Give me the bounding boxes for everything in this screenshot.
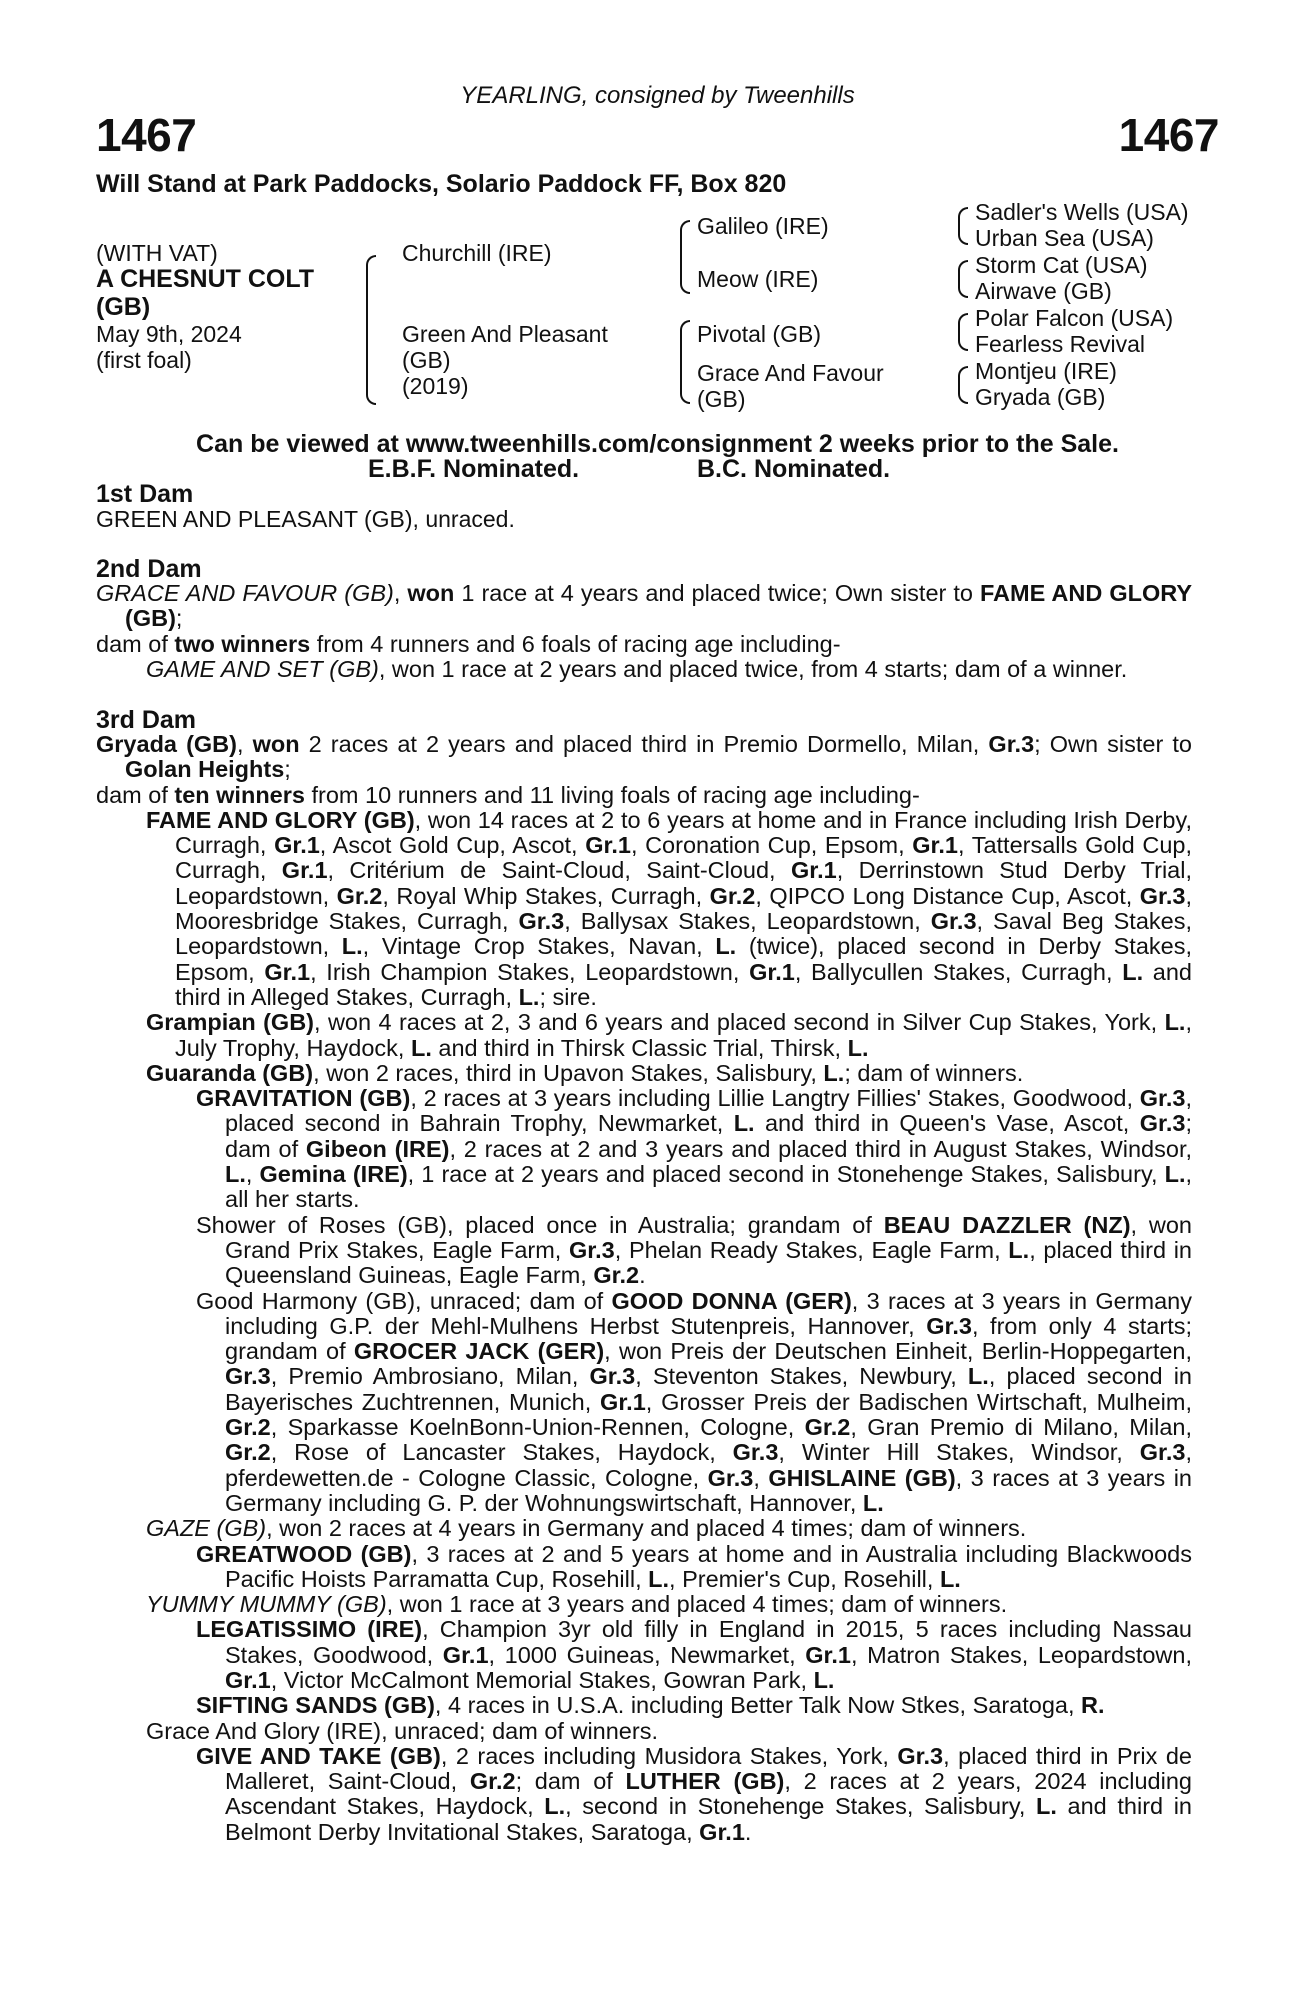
pedigree-dam-country: (GB) [402, 347, 451, 373]
pedigree-paragraph [96, 1744, 1192, 1845]
bold-text: FAME AND GLORY (GB) [146, 806, 415, 833]
text-run: , placed third in Queensland Guineas, Eagle Farm, [225, 1236, 1193, 1289]
text-run: , Critérium de Saint-Cloud, Saint-Cloud, [327, 857, 791, 884]
bold-text: BEAU DAZZLER (NZ) [883, 1211, 1131, 1238]
italic-text: GRACE AND FAVOUR (GB) [96, 580, 394, 606]
text-run: , [393, 580, 408, 606]
text-run: , won 14 races at 2 to 6 years at home and in France including Irish Derby, Curragh, [175, 806, 1192, 859]
text-run: , won 2 races, third in Upavon Stakes, Salisbury, [313, 1059, 824, 1086]
pedigree-brace [366, 255, 376, 405]
text-run: , July Trophy, Haydock, [175, 1009, 1192, 1061]
bold-text: L. [1122, 958, 1144, 985]
pedigree-paragraph [96, 1010, 1192, 1061]
pedigree-brace [680, 320, 690, 404]
pedigree-gen3: Polar Falcon (USA) [975, 305, 1174, 331]
vat-label: (WITH VAT) [96, 240, 218, 266]
text-run: , Grosser Preis der Badischen Wirtschaft, Mulheim, [645, 1388, 1192, 1415]
text-run: , Gran Premio di Milano, Milan, [850, 1414, 1192, 1441]
bold-text: Gr.3 [518, 908, 565, 935]
text-run: , [236, 731, 253, 757]
pedigree-paragraph [96, 657, 1192, 682]
bold-text: L. [939, 1565, 961, 1592]
text-run: and third in Queen's Vase, Ascot, [754, 1110, 1140, 1137]
pedigree-dam-sire: Pivotal (GB) [697, 321, 821, 347]
bold-text: won [252, 731, 300, 757]
text-run: , [753, 1464, 769, 1491]
bold-text: LUTHER (GB) [625, 1768, 785, 1795]
text-run: , Saval Beg Stakes, Leopardstown, [175, 908, 1193, 960]
text-run: from 4 runners and 6 foals of racing age including- [310, 630, 841, 657]
text-run: 2 races at 2 years and placed third in Premio Dormello, Milan, [299, 731, 989, 757]
bold-text: Gemina (IRE) [259, 1161, 408, 1188]
header-title: YEARLING, consigned by Tweenhills [460, 82, 855, 109]
bold-text: won [407, 580, 455, 606]
bold-text: Gr.2 [804, 1414, 851, 1441]
second-dam-heading: 2nd Dam [96, 555, 202, 583]
text-run: , placed second in Bahrain Trophy, Newmarket, [225, 1085, 1192, 1137]
bold-text: LEGATISSIMO (IRE) [196, 1616, 423, 1643]
viewing-notice: Can be viewed at www.tweenhills.com/consignment 2 weeks prior to the Sale. [196, 430, 1119, 458]
text-run: . [744, 1818, 752, 1845]
bold-text: GIVE AND TAKE (GB) [196, 1742, 441, 1769]
bold-text: L. [1008, 1236, 1030, 1263]
text-run: , Steventon Stakes, Newbury, [635, 1363, 968, 1390]
bold-text: L. [518, 983, 540, 1010]
italic-text: GAME AND SET (GB) [146, 655, 379, 682]
pedigree-paragraph [96, 1516, 1192, 1541]
bold-text: Gr.3 [1139, 1085, 1186, 1112]
text-run: , Derrinstown Stud Derby Trial, Leopardstown, [175, 857, 1192, 909]
pedigree-paragraph [96, 1289, 1192, 1517]
bold-text: L. [1164, 1161, 1186, 1188]
text-run: , won Preis der Deutschen Einheit, Berlin-Hoppegarten, [604, 1338, 1193, 1365]
bold-text: L. [847, 1034, 869, 1061]
text-run: , placed third in Prix de Malleret, Saint-Cloud, [225, 1742, 1192, 1795]
bold-text: L. [813, 1666, 835, 1693]
pedigree-dam-dam: Grace And Favour [697, 360, 884, 386]
text-run: , 1000 Guineas, Newmarket, [488, 1641, 806, 1668]
text-run: , QIPCO Long Distance Cup, Ascot, [755, 882, 1140, 909]
pedigree-gen3: Urban Sea (USA) [975, 225, 1154, 251]
bold-text: Gr.1 [442, 1641, 489, 1668]
text-run: , Matron Stakes, Leopardstown, [850, 1641, 1192, 1668]
bold-text: Gr.1 [912, 832, 958, 859]
text-run: ; sire. [539, 983, 597, 1010]
horse-name-country: (GB) [96, 293, 151, 321]
third-dam-heading: 3rd Dam [96, 706, 197, 734]
bold-text: L. [1164, 1009, 1186, 1036]
text-run: ; [284, 756, 291, 783]
bold-text: GREATWOOD (GB) [196, 1540, 412, 1567]
bold-text: L. [967, 1363, 989, 1390]
text-run: . [639, 1262, 646, 1289]
text-run: and third in Thirsk Classic Trial, Thirsk, [431, 1034, 848, 1061]
text-run: , Tattersalls Gold Cup, Curragh, [175, 832, 1193, 884]
stand-location: Will Stand at Park Paddocks, Solario Paddock FF, Box 820 [96, 170, 787, 198]
text-run: , won 4 races at 2, 3 and 6 years and placed second in Silver Cup Stakes, York, [314, 1009, 1165, 1036]
pedigree-sire-sire: Galileo (IRE) [697, 213, 829, 239]
text-run: , won 2 races at 4 years in Germany and placed 4 times; dam of winners. [266, 1515, 1027, 1542]
text-run: Shower of Roses (GB), placed once in Australia; grandam of [196, 1211, 884, 1238]
text-run: and third in Belmont Derby Invitational Stakes, Saratoga, [225, 1793, 1192, 1845]
pedigree-paragraph [96, 1086, 1192, 1212]
pedigree-sire: Churchill (IRE) [402, 240, 552, 266]
bold-text: L. [225, 1161, 246, 1188]
bold-text: Gr.3 [1139, 1110, 1186, 1137]
text-run: dam of [96, 630, 175, 657]
text-run: , Sparkasse KoelnBonn-Union-Rennen, Cologne, [270, 1414, 805, 1441]
bold-text: Gr.3 [930, 908, 977, 935]
bold-text: R. [1081, 1692, 1105, 1719]
text-run: ; dam of winners. [844, 1059, 1024, 1086]
pedigree-dam: Green And Pleasant [402, 321, 608, 347]
bold-text: L. [715, 933, 737, 960]
pedigree-paragraph [96, 581, 1192, 632]
foaling-date: May 9th, 2024 [96, 321, 242, 347]
text-run: , Phelan Ready Stakes, Eagle Farm, [614, 1236, 1009, 1263]
pedigree-gen3: Sadler's Wells (USA) [975, 199, 1189, 225]
text-run: , 2 races at 3 years including Lillie Langtry Fillies' Stakes, Goodwood, [410, 1085, 1140, 1112]
text-run: from 10 runners and 11 living foals of racing age including- [304, 781, 920, 808]
third-dam-body [96, 732, 1192, 1845]
bold-text: L. [862, 1489, 884, 1516]
bold-text: Gr.1 [805, 1641, 851, 1668]
italic-text: GAZE (GB) [146, 1515, 267, 1542]
pedigree-gen3: Montjeu (IRE) [975, 358, 1117, 384]
foal-note: (first foal) [96, 347, 192, 373]
bold-text: Gr.2 [225, 1439, 271, 1466]
bold-text: Gr.1 [225, 1666, 271, 1693]
bold-text: Gryada (GB) [96, 731, 237, 757]
bold-text: Gr.3 [589, 1363, 636, 1390]
text-run: , 3 races at 3 years in Germany including G. P. der Wohnungswirtschaft, Hannover, [225, 1464, 1192, 1516]
bold-text: Gr.1 [790, 857, 837, 884]
pedigree-dam-dam-country: (GB) [697, 386, 746, 412]
pedigree-paragraph [96, 783, 1192, 808]
text-run: Good Harmony (GB), unraced; dam of [196, 1287, 612, 1314]
bold-text: Gr.3 [988, 731, 1035, 757]
text-run: , pferdewetten.de - Cologne Classic, Cologne, [225, 1439, 1192, 1491]
bc-nominated: B.C. Nominated. [697, 455, 891, 483]
bold-text: two winners [174, 630, 311, 657]
bold-text: Gr.1 [274, 832, 320, 859]
horse-name: A CHESNUT COLT [96, 265, 315, 293]
bold-text: Gr.3 [225, 1363, 271, 1390]
bold-text: L. [1036, 1793, 1057, 1820]
lot-number-right: 1467 [1118, 109, 1219, 161]
pedigree-paragraph [96, 1617, 1192, 1693]
text-run: , 2 races including Musidora Stakes, York, [440, 1742, 898, 1769]
bold-text: ten winners [174, 781, 305, 808]
text-run: ; Own sister to [1034, 731, 1192, 757]
text-run: , Champion 3yr old filly in England in 2015, 5 races including Nassau Stakes, Goodwood, [225, 1616, 1192, 1668]
text-run: , Ascot Gold Cup, Ascot, [319, 832, 586, 859]
text-run: , Premio Ambrosiano, Milan, [270, 1363, 590, 1390]
text-run: , Ballycullen Stakes, Curragh, [794, 958, 1123, 985]
bold-text: FAME AND GLORY (GB) [125, 580, 1193, 632]
bold-text: L. [410, 1034, 432, 1061]
bold-text: Gr.2 [593, 1262, 640, 1289]
text-run: , Coronation Cup, Epsom, [630, 832, 913, 859]
text-run: , won 1 race at 3 years and placed 4 times; dam of winners. [386, 1591, 1008, 1618]
pedigree-paragraph [96, 1061, 1192, 1086]
text-run: 1 race at 4 years and placed twice; Own sister to [454, 580, 980, 606]
bold-text: Guaranda (GB) [146, 1059, 314, 1086]
text-run: , Irish Champion Stakes, Leopardstown, [310, 958, 750, 985]
pedigree-paragraph [96, 1542, 1192, 1593]
bold-text: GROCER JACK (GER) [353, 1338, 605, 1365]
bold-text: Gr.1 [699, 1818, 745, 1845]
bold-text: Gibeon (IRE) [305, 1135, 450, 1162]
bold-text: Gr.2 [709, 882, 756, 909]
bold-text: Gr.3 [569, 1236, 615, 1263]
bold-text: SIFTING SANDS (GB) [196, 1692, 435, 1719]
text-run: and third in Alleged Stakes, Curragh, [175, 958, 1192, 1010]
text-run: Grace And Glory (IRE), unraced; dam of winners. [146, 1717, 658, 1744]
pedigree-gen3: Airwave (GB) [975, 278, 1112, 304]
pedigree-gen3: Fearless Revival [975, 331, 1145, 357]
bold-text: L. [733, 1110, 755, 1137]
pedigree-paragraph [96, 1592, 1192, 1617]
text-run: (twice), placed second in Derby Stakes, Epsom, [175, 933, 1192, 985]
pedigree-paragraph [96, 808, 1192, 1010]
text-run: , Victor McCalmont Memorial Stakes, Gowran Park, [270, 1666, 814, 1693]
bold-text: L. [544, 1793, 566, 1820]
text-run: , 2 races at 2 years, 2024 including Ascendant Stakes, Haydock, [225, 1768, 1192, 1820]
lot-number-left: 1467 [96, 109, 197, 161]
pedigree-sire-dam: Meow (IRE) [697, 266, 819, 292]
pedigree-gen3: Gryada (GB) [975, 384, 1106, 410]
bold-text: GHISLAINE (GB) [768, 1464, 956, 1491]
bold-text: GOOD DONNA (GER) [611, 1287, 852, 1314]
bold-text: Gr.1 [600, 1388, 646, 1415]
bold-text: Gr.1 [281, 857, 328, 884]
text-run: , 2 races at 2 and 3 years and placed third in August Stakes, Windsor, [449, 1135, 1193, 1162]
text-run: , Rose of Lancaster Stakes, Haydock, [270, 1439, 733, 1466]
text-run: , placed second in Bayerisches Zuchtrennen, Munich, [225, 1363, 1193, 1415]
bold-text: Gr.3 [897, 1742, 944, 1769]
bold-text: Gr.3 [1139, 882, 1186, 909]
italic-text: YUMMY MUMMY (GB) [146, 1591, 387, 1618]
text-run: , [245, 1161, 260, 1188]
bold-text: Gr.3 [926, 1312, 972, 1339]
bold-text: Golan Heights [125, 756, 285, 783]
pedigree-paragraph [96, 632, 1192, 657]
text-run: , 1 race at 2 years and placed second in Stonehenge Stakes, Salisbury, [407, 1161, 1165, 1188]
pedigree-paragraph [96, 1693, 1192, 1718]
text-run: ; dam of [515, 1768, 626, 1795]
text-run: , 3 races at 3 years in Germany including G.P. der Mehl-Mulhens Herbst Stutenpreis, Hannover, [225, 1287, 1192, 1339]
bold-text: GRAVITATION (GB) [196, 1085, 411, 1112]
pedigree-dam-year: (2019) [402, 373, 469, 399]
text-run: , Winter Hill Stakes, Windsor, [778, 1439, 1140, 1466]
bold-text: Gr.3 [707, 1464, 754, 1491]
bold-text: Gr.3 [1139, 1439, 1186, 1466]
bold-text: Gr.1 [749, 958, 795, 985]
bold-text: Gr.1 [264, 958, 311, 985]
bold-text: L. [648, 1565, 670, 1592]
text-run: , Vintage Crop Stakes, Navan, [362, 933, 716, 960]
text-run: ; dam of [225, 1110, 1192, 1162]
pedigree-brace [680, 220, 690, 294]
pedigree-brace [958, 366, 968, 404]
first-dam-text: GREEN AND PLEASANT (GB), unraced. [96, 506, 515, 532]
bold-text: Grampian (GB) [146, 1009, 315, 1036]
text-run: , all her starts. [225, 1161, 1193, 1213]
second-dam-body [96, 581, 1192, 682]
text-run: , from only 4 starts; grandam of [225, 1312, 1193, 1365]
pedigree-gen3: Storm Cat (USA) [975, 252, 1148, 278]
bold-text: Gr.1 [585, 832, 631, 859]
text-run: , Premier's Cup, Rosehill, [669, 1565, 940, 1592]
text-run: , won 1 race at 2 years and placed twice, from 4 starts; dam of a winner. [378, 655, 1128, 682]
text-run: , 4 races in U.S.A. including Better Talk Now Stkes, Saratoga, [434, 1692, 1082, 1719]
text-run: , Ballysax Stakes, Leopardstown, [564, 908, 931, 935]
text-run: ; [175, 605, 183, 632]
text-run: dam of [96, 781, 175, 808]
ebf-nominated: E.B.F. Nominated. [368, 455, 580, 483]
bold-text: Gr.2 [336, 882, 383, 909]
pedigree-brace [958, 313, 968, 351]
pedigree-brace [958, 260, 968, 298]
pedigree-brace [958, 207, 968, 245]
text-run: , second in Stonehenge Stakes, Salisbury, [565, 1793, 1037, 1820]
text-run: , 3 races at 2 and 5 years at home and in Australia including Blackwoods Pacific Hoists Parramatta Cup, Rosehill, [225, 1540, 1192, 1592]
bold-text: Gr.2 [225, 1414, 271, 1441]
bold-text: Gr.3 [732, 1439, 779, 1466]
bold-text: Gr.2 [469, 1768, 516, 1795]
text-run: , Royal Whip Stakes, Curragh, [382, 882, 710, 909]
bold-text: L. [823, 1059, 845, 1086]
bold-text: L. [341, 933, 363, 960]
pedigree-paragraph [96, 732, 1192, 783]
text-run: , won Grand Prix Stakes, Eagle Farm, [225, 1211, 1193, 1263]
pedigree-paragraph [96, 1213, 1192, 1289]
text-run: , Mooresbridge Stakes, Curragh, [175, 882, 1192, 935]
first-dam-heading: 1st Dam [96, 480, 194, 508]
pedigree-paragraph [96, 1719, 1192, 1744]
